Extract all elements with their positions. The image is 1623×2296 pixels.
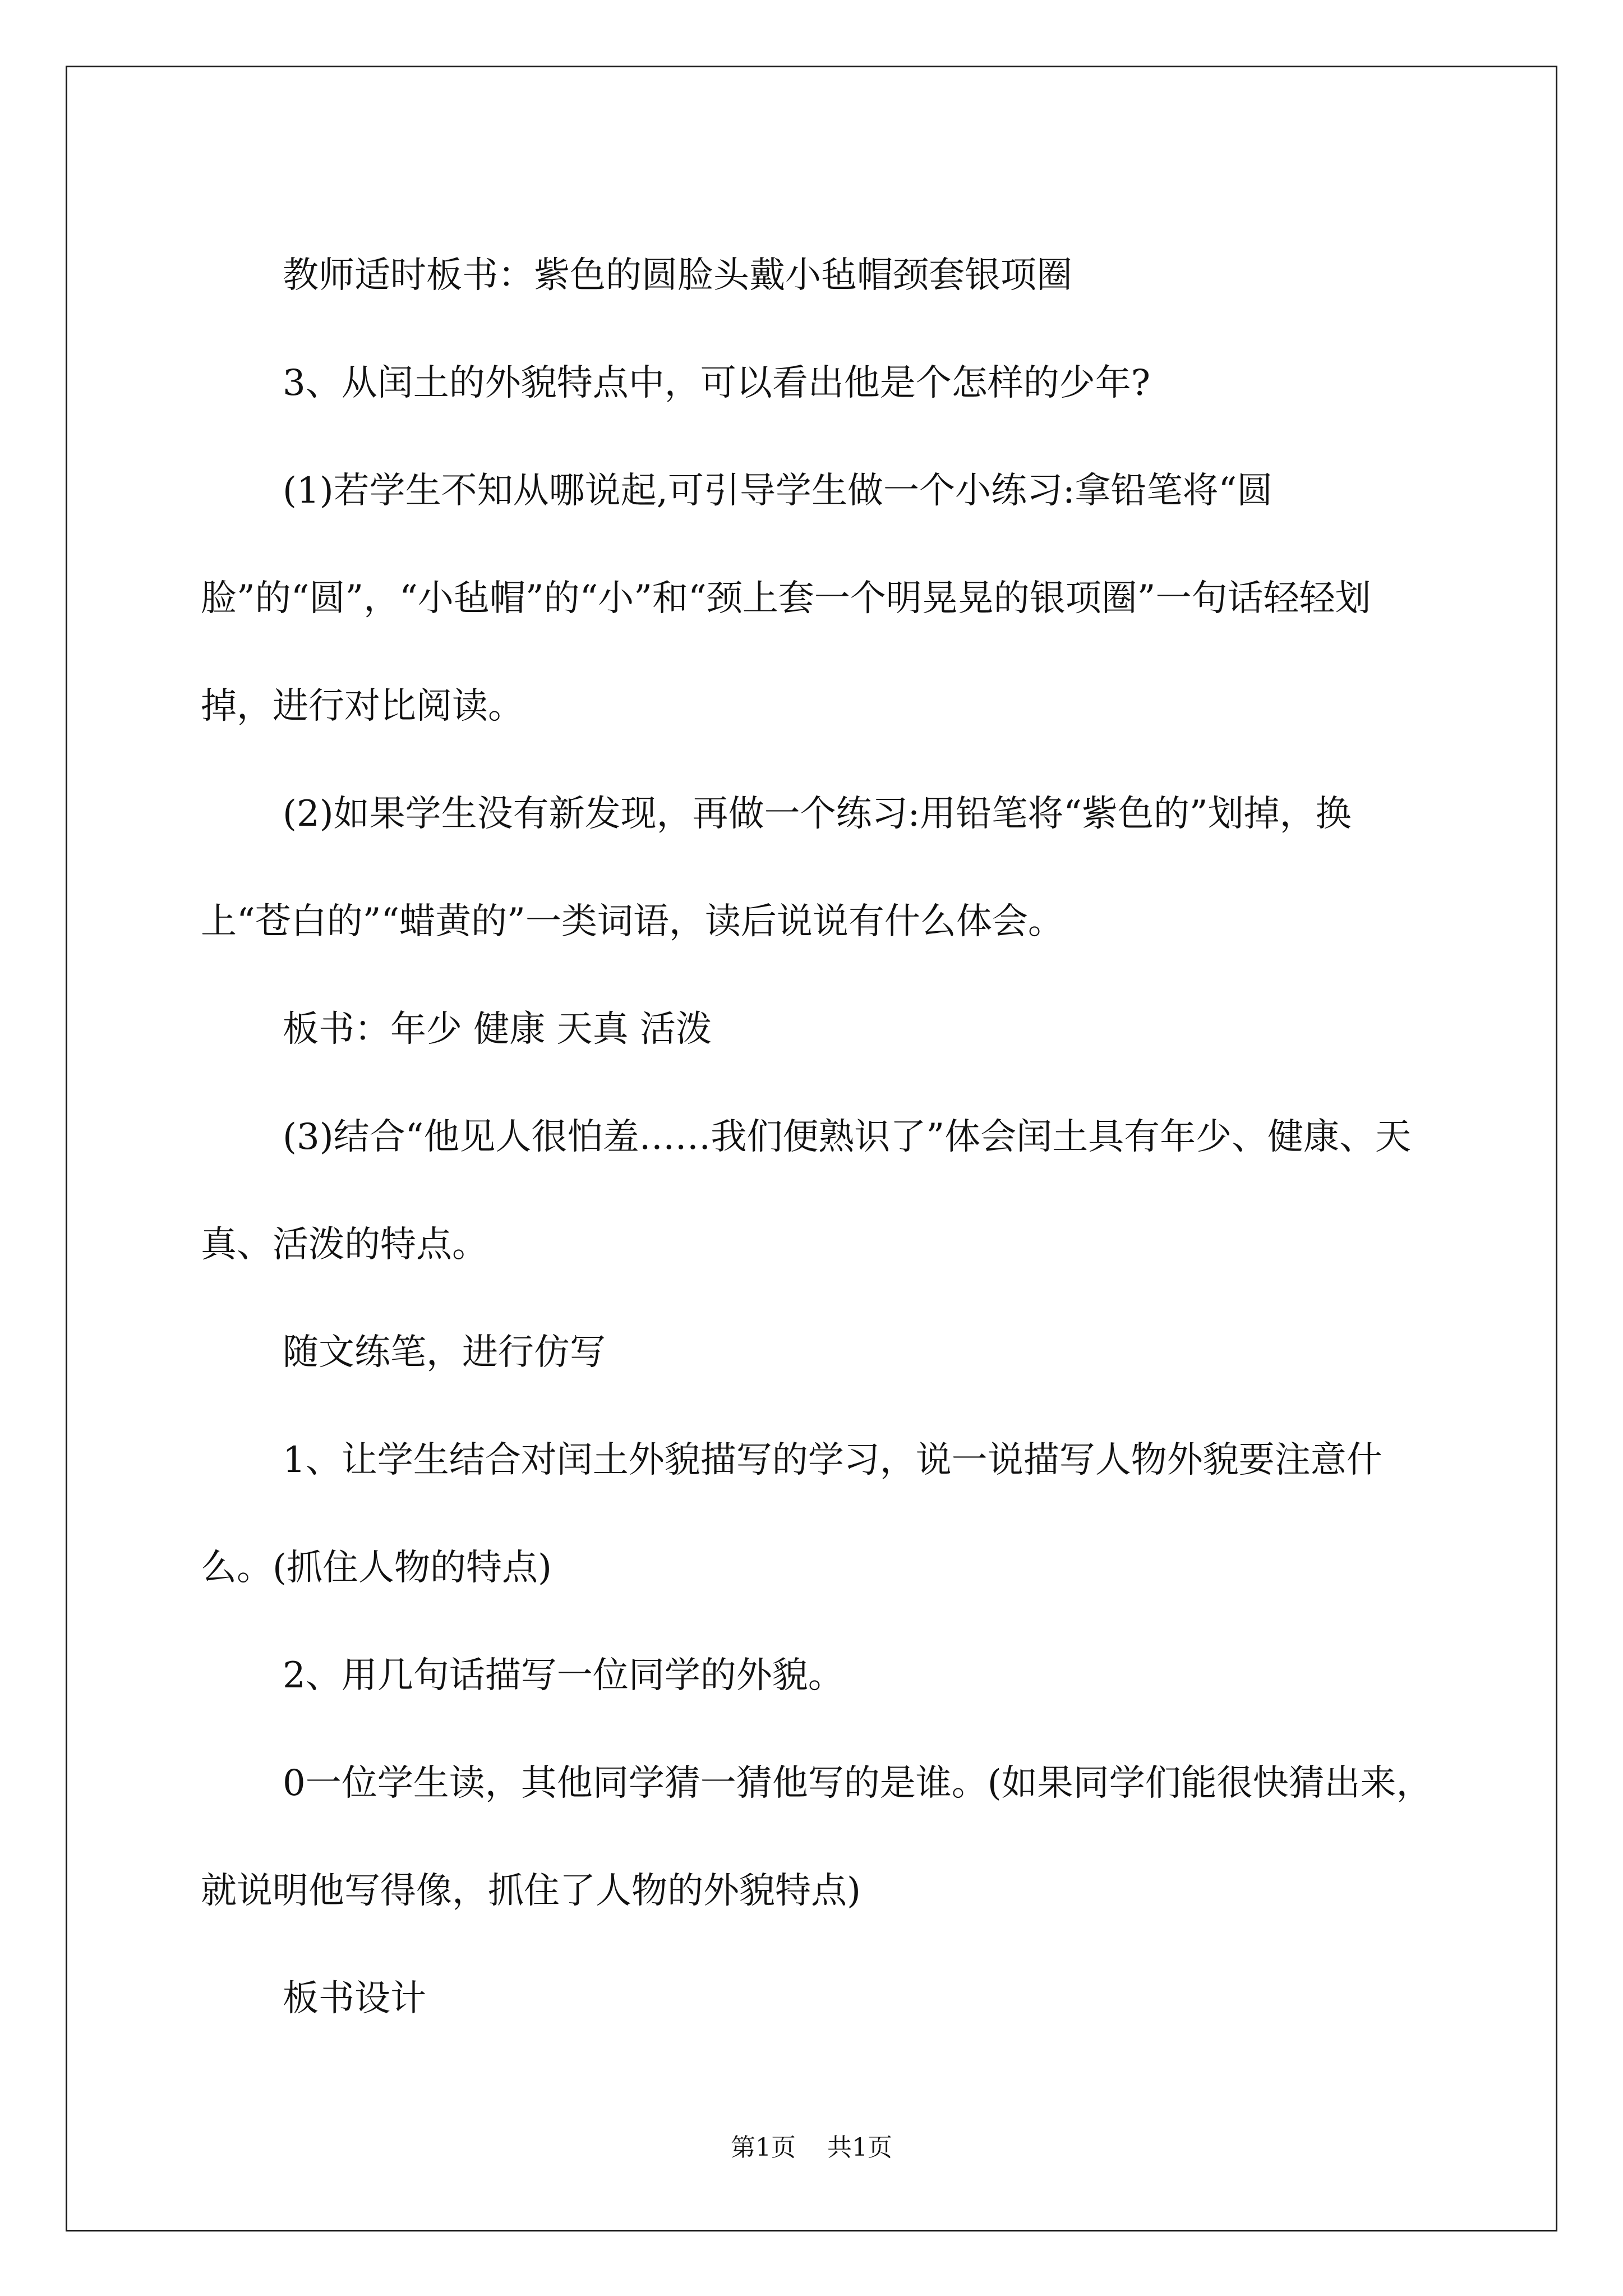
paragraph: 板书设计 — [283, 1978, 426, 2019]
page-number: 第1页 — [731, 2133, 796, 2162]
paragraph: 教师适时板书：紫色的圆脸头戴小毡帽颈套银项圈 — [283, 255, 1072, 296]
paragraph: 3、从闰土的外貌特点中，可以看出他是个怎样的少年? — [283, 362, 1151, 404]
paragraph: 板书：年少 健康 天真 活泼 — [283, 1009, 712, 1050]
document-body — [201, 222, 1441, 2053]
page-footer — [0, 2127, 1623, 2163]
paragraph: (1)若学生不知从哪说起,可引导学生做一个小练习:拿铅笔将“圆脸”的“圆”，“小毡帽”的“小”和“颈上套一个明晃晃的银项圈”一句话轻轻划掉，进行对比阅读。 — [201, 470, 1371, 727]
paragraph: 随文练笔，进行仿写 — [283, 1332, 606, 1373]
paragraph: 1、让学生结合对闰土外貌描写的学习，说一说描写人物外貌要注意什么。(抓住人物的特点) — [201, 1439, 1382, 1589]
paragraph: 2、用几句话描写一位同学的外貌。 — [283, 1655, 844, 1696]
paragraph: (3)结合“他见人很怕羞……我们便熟识了”体会闰土具有年少、健康、天真、活泼的特点。 — [201, 1116, 1412, 1266]
paragraph: 0一位学生读，其他同学猜一猜他写的是谁。(如果同学们能很快猜出来，就说明他写得像，抓住了人物的外貌特点) — [201, 1763, 1432, 1912]
page-total: 共1页 — [827, 2133, 892, 2162]
paragraph: (2)如果学生没有新发现，再做一个练习:用铅笔将“紫色的”划掉，换上“苍白的”“蜡黄的”一类词语，读后说说有什么体会。 — [201, 793, 1352, 942]
